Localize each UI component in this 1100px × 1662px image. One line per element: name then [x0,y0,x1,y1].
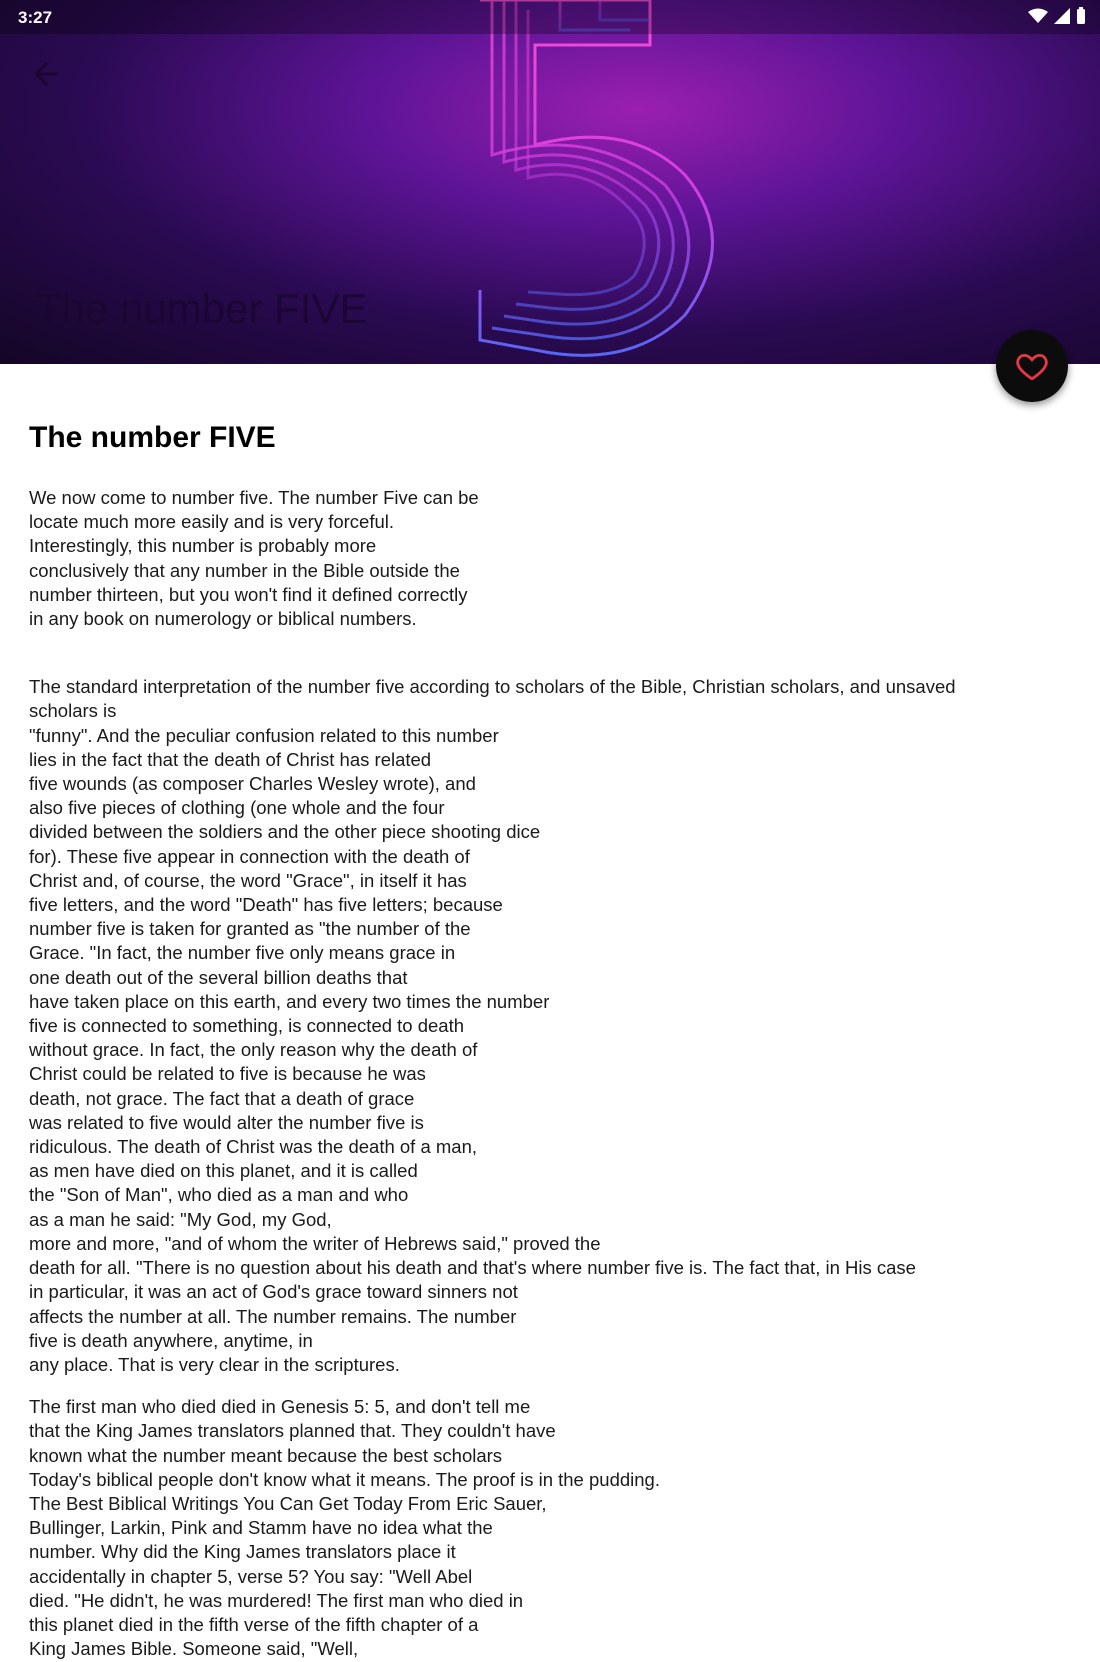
paragraph-line: number five is taken for granted as "the number of the [29,918,471,940]
paragraph-3 [29,1395,1079,1661]
paragraph-line: without grace. In fact, the only reason why the death of [29,1039,478,1061]
battery-icon [1076,7,1086,25]
paragraph-line: the "Son of Man", who died as a man and who [29,1184,409,1206]
paragraph-line: We now come to number five. The number Five can be [29,487,479,508]
paragraph-line: also five pieces of clothing (one whole and the four [29,797,445,819]
favorite-button[interactable] [996,330,1068,402]
paragraph-line: accidentally in chapter 5, verse 5? You say: "Well Abel [29,1565,473,1587]
arrow-left-icon [28,56,64,92]
paragraph-line: Christ could be related to five is because he was [29,1063,426,1085]
paragraph-line: Grace. "In fact, the number five only means grace in [29,942,456,964]
paragraph-line: death, not grace. The fact that a death of grace [29,1087,415,1109]
paragraph-line: number. Why did the King James translators place it [29,1541,456,1563]
paragraph-line: five letters, and the word "Death" has five letters; because [29,894,503,916]
signal-icon [1054,8,1070,24]
paragraph-line: five is connected to something, is connected to death [29,1015,465,1037]
paragraph-line: The standard interpretation of the number five according to scholars of the Bible, Christian scholars, and unsaved [29,676,956,698]
paragraph-line: lies in the fact that the death of Christ has related [29,748,432,770]
paragraph-line: number thirteen, but you won't find it defined correctly [29,583,468,605]
paragraph-line: in particular, it was an act of God's grace toward sinners not [29,1281,518,1303]
paragraph-line: divided between the soldiers and the other piece shooting dice [29,821,541,843]
paragraph-line: that the King James translators planned that. They couldn't have [29,1420,556,1442]
paragraph-line: King James Bible. Someone said, "Well, [29,1638,359,1660]
paragraph-line: in any book on numerology or biblical numbers. [29,608,417,630]
back-button[interactable] [28,56,64,92]
paragraph-line: Christ and, of course, the word "Grace", in itself it has [29,869,467,891]
paragraph-line: more and more, "and of whom the writer of Hebrews said," proved the [29,1232,601,1254]
paragraph-1 [29,486,1079,631]
status-icons [1028,7,1086,25]
paragraph-line: for). These five appear in connection with the death of [29,845,470,867]
paragraph-line: one death out of the several billion deaths that [29,966,408,988]
header-banner [0,0,1100,364]
paragraph-line: five wounds (as composer Charles Wesley wrote), and [29,773,476,795]
paragraph-line: was related to five would alter the number five is [29,1111,424,1133]
paragraph-line: this planet died in the fifth verse of the fifth chapter of a [29,1613,479,1635]
header-title: The number FIVE [36,285,368,332]
paragraph-line: known what the number meant because the best scholars [29,1444,503,1466]
paragraph-line: The Best Biblical Writings You Can Get Today From Eric Sauer, [29,1492,547,1514]
paragraph-line: five is death anywhere, anytime, in [29,1329,313,1351]
paragraph-line: Bullinger, Larkin, Pink and Stamm have no idea what the [29,1517,493,1539]
paragraph-line: "funny". And the peculiar confusion related to this number [29,724,499,746]
paragraph-line: affects the number at all. The number remains. The number [29,1305,517,1327]
paragraph-line: ridiculous. The death of Christ was the death of a man, [29,1136,478,1158]
status-bar [0,0,1100,34]
paragraph-line: Today's biblical people don't know what it means. The proof is in the pudding. [29,1468,660,1490]
paragraph-line: scholars is [29,700,117,722]
paragraph-line: The first man who died died in Genesis 5: 5, and don't tell me [29,1396,531,1418]
paragraph-line: any place. That is very clear in the scriptures. [29,1353,400,1375]
paragraph-2 [29,675,1079,1377]
paragraph-line: death for all. "There is no question about his death and that's where number five is. The fact that, in His case [29,1257,916,1279]
paragraph-line: died. "He didn't, he was murdered! The first man who died in [29,1589,524,1611]
paragraph-line: conclusively that any number in the Bible outside the [29,559,460,581]
article-title: The number FIVE [29,421,276,454]
paragraph-line: as men have died on this planet, and it is called [29,1160,418,1182]
paragraph-line: as a man he said: "My God, my God, [29,1208,332,1230]
heart-icon [1015,349,1049,383]
paragraph-line: locate much more easily and is very forceful. [29,511,395,533]
wifi-icon [1028,8,1048,24]
neon-five-image [440,0,760,364]
paragraph-line: have taken place on this earth, and every two times the number [29,990,550,1012]
article-content [29,420,1079,1661]
status-time: 3:27 [18,8,53,27]
paragraph-line: Interestingly, this number is probably more [29,535,377,557]
